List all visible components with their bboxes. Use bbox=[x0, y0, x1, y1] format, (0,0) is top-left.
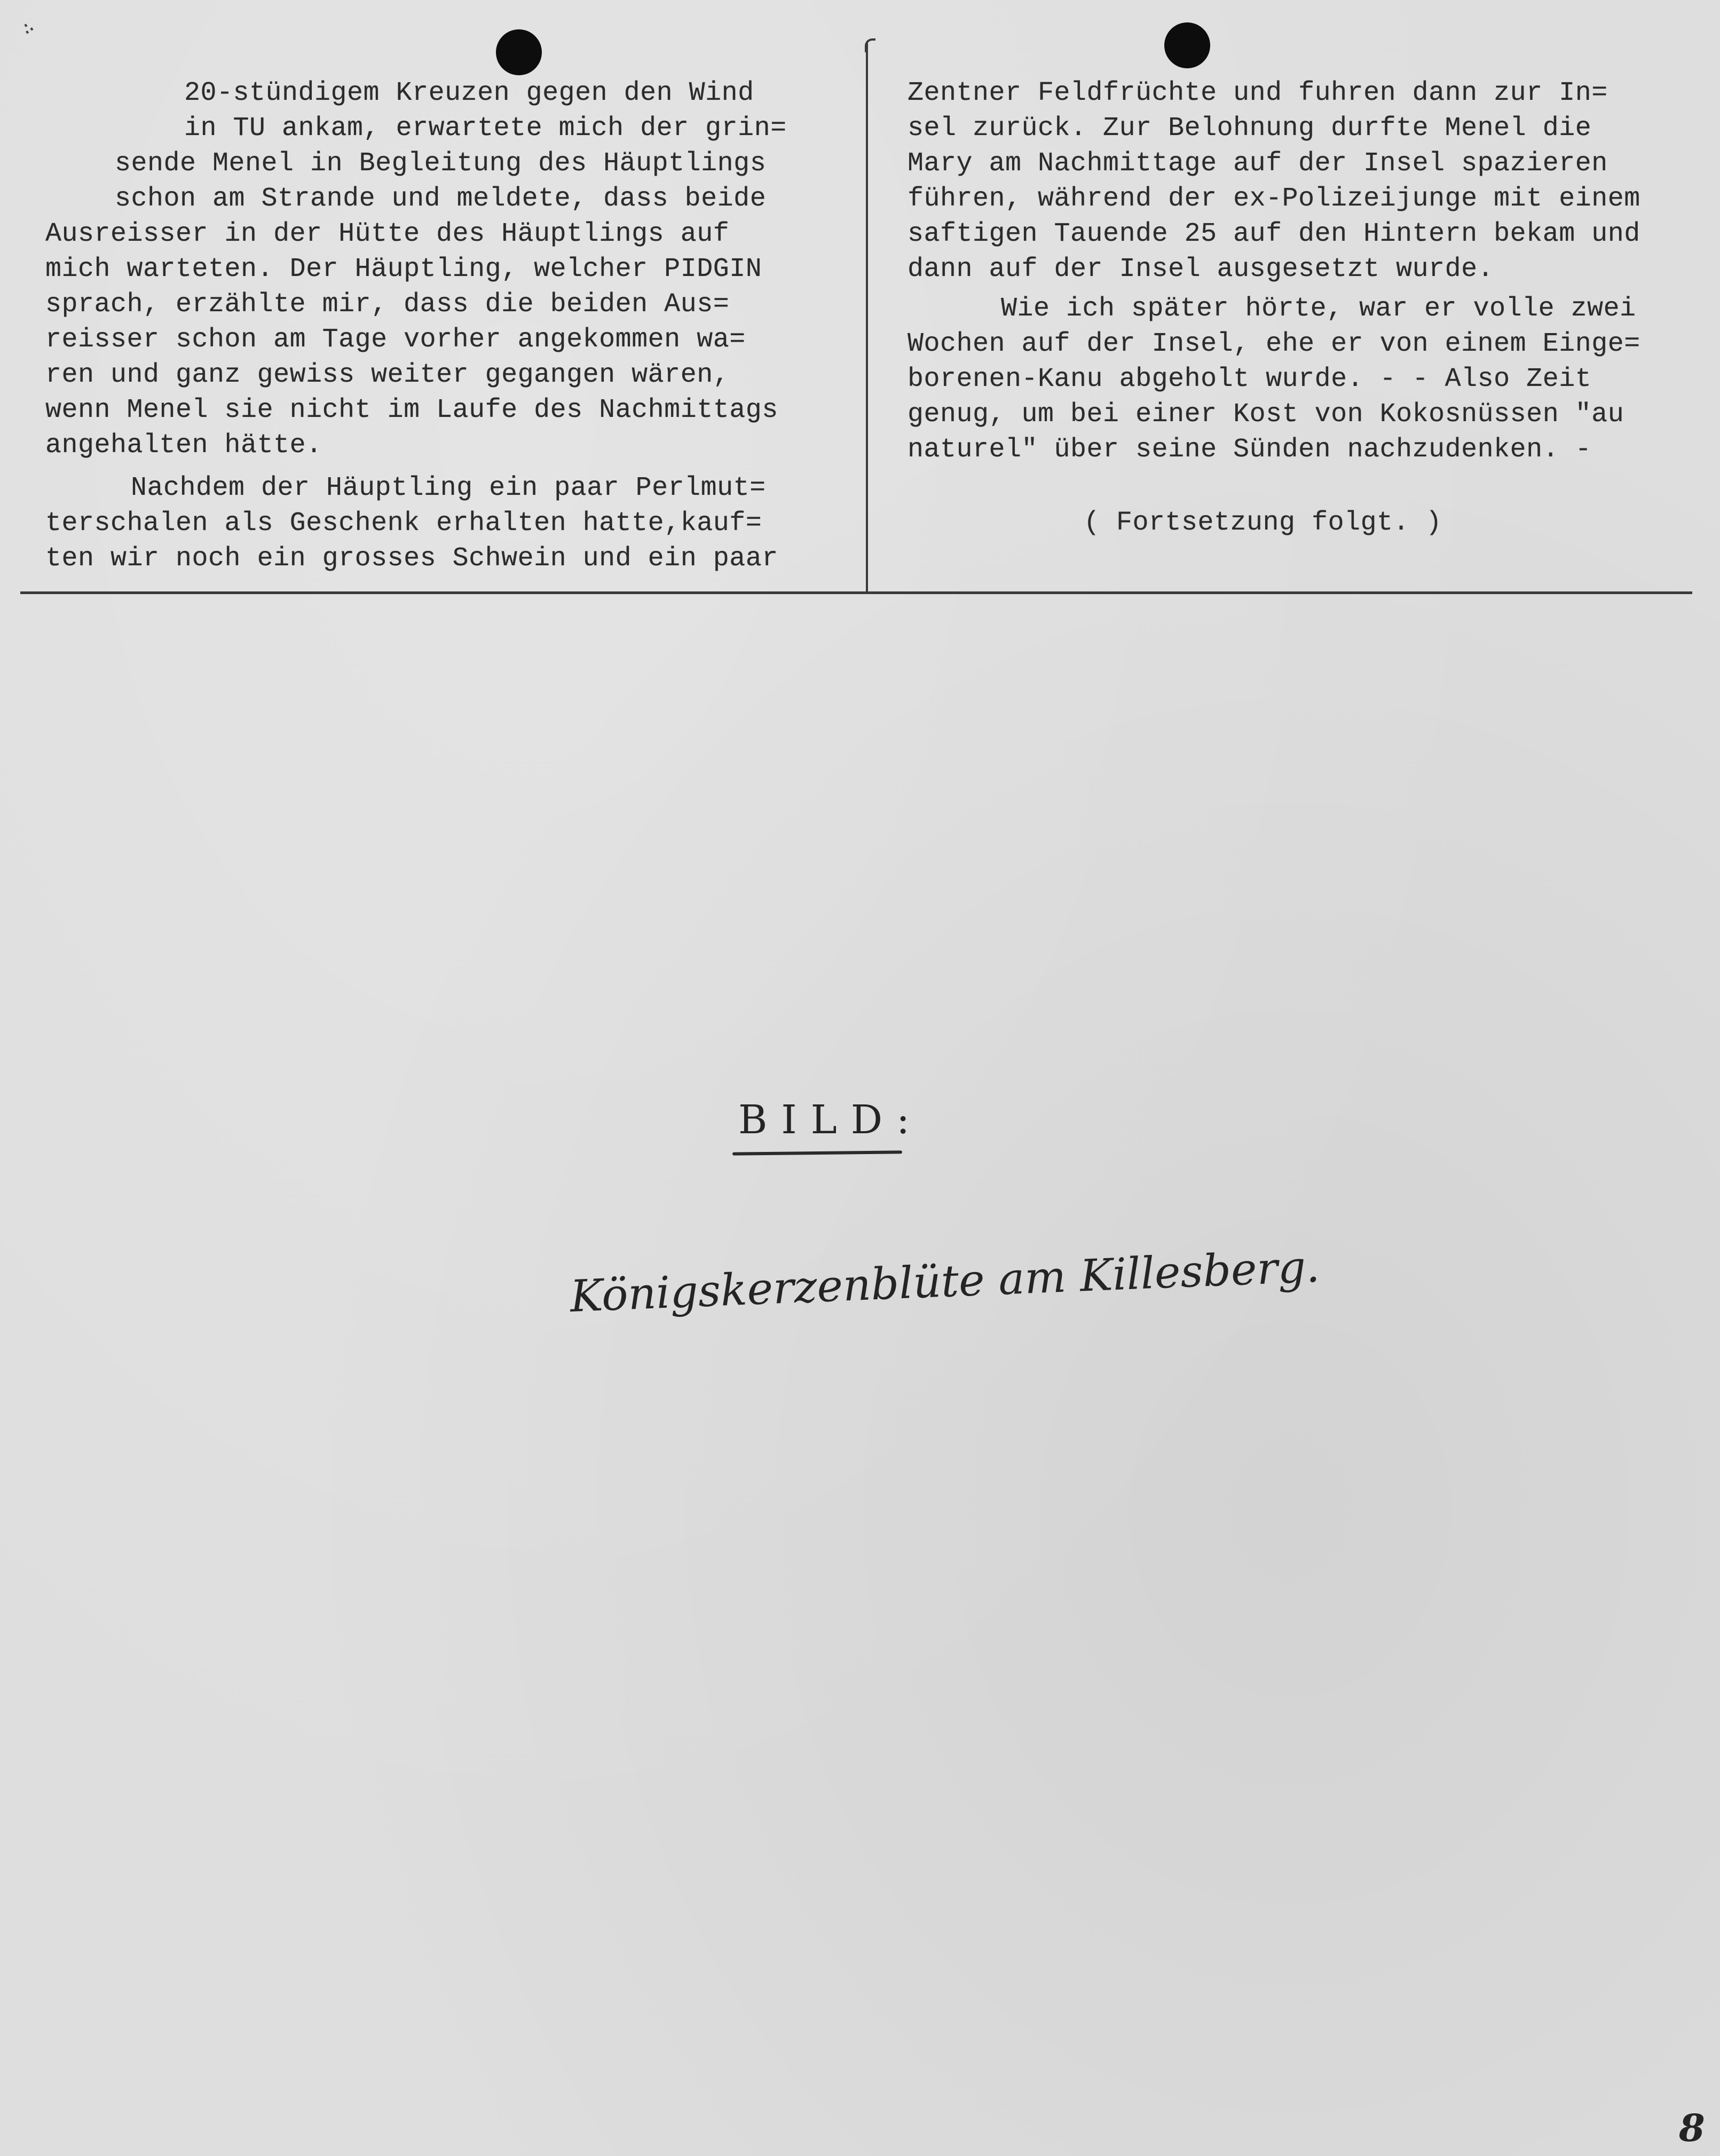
text-line: ten wir noch ein grosses Schwein und ein paar bbox=[45, 543, 778, 574]
text-line: genug, um bei einer Kost von Kokosnüssen "au bbox=[908, 399, 1624, 430]
text-line: 20-stündigem Kreuzen gegen den Wind bbox=[184, 78, 754, 108]
picture-caption: Königskerzenblüte am Killesberg. bbox=[569, 1241, 1321, 1322]
text-line: ren und ganz gewiss weiter gegangen wären, bbox=[45, 360, 730, 390]
continuation-note: ( Fortsetzung folgt. ) bbox=[1084, 508, 1442, 538]
text-line: Nachdem der Häuptling ein paar Perlmut= bbox=[131, 473, 766, 503]
text-line: schon am Strande und meldete, dass beide bbox=[115, 184, 767, 214]
picture-heading: BILD: bbox=[738, 1097, 924, 1143]
column-divider bbox=[866, 42, 868, 593]
section-rule bbox=[20, 591, 1692, 594]
text-line: dann auf der Insel ausgesetzt wurde. bbox=[908, 254, 1494, 285]
punch-hole-left bbox=[496, 29, 542, 75]
left-column bbox=[0, 76, 859, 604]
text-line: Ausreisser in der Hütte des Häuptlings auf bbox=[45, 219, 730, 249]
text-line: sende Menel in Begleitung des Häuptlings bbox=[115, 148, 767, 179]
page-number: 8 bbox=[1679, 2106, 1705, 2150]
text-line: sprach, erzählte mir, dass die beiden Aus= bbox=[45, 289, 730, 320]
text-line: angehalten hätte. bbox=[45, 430, 322, 461]
text-line: reisser schon am Tage vorher angekommen wa= bbox=[45, 325, 746, 355]
right-column bbox=[908, 76, 1716, 538]
text-line: naturel" über seine Sünden nachzudenken. - bbox=[908, 435, 1592, 465]
punch-hole-right bbox=[1164, 22, 1210, 68]
text-line: borenen-Kanu abgeholt wurde. - - Also Zeit bbox=[908, 364, 1592, 394]
text-line: saftigen Tauende 25 auf den Hintern bekam und bbox=[908, 219, 1640, 249]
text-line: Zentner Feldfrüchte und fuhren dann zur In= bbox=[908, 78, 1608, 108]
text-line: Wie ich später hörte, war er volle zwei bbox=[1001, 294, 1636, 324]
text-line: Wochen auf der Insel, ehe er von einem Einge= bbox=[908, 329, 1640, 359]
text-line: terschalen als Geschenk erhalten hatte,kauf= bbox=[45, 508, 762, 539]
corner-mark: ∴ bbox=[18, 18, 39, 41]
text-line: in TU ankam, erwartete mich der grin= bbox=[184, 113, 787, 144]
text-line: mich warteten. Der Häuptling, welcher PIDGIN bbox=[45, 254, 762, 285]
heading-underline bbox=[732, 1150, 902, 1155]
text-line: führen, während der ex-Polizeijunge mit einem bbox=[908, 184, 1640, 214]
text-line: wenn Menel sie nicht im Laufe des Nachmittags bbox=[45, 395, 778, 425]
text-line: Mary am Nachmittage auf der Insel spazieren bbox=[908, 148, 1608, 179]
text-line: sel zurück. Zur Belohnung durfte Menel die bbox=[908, 113, 1592, 144]
